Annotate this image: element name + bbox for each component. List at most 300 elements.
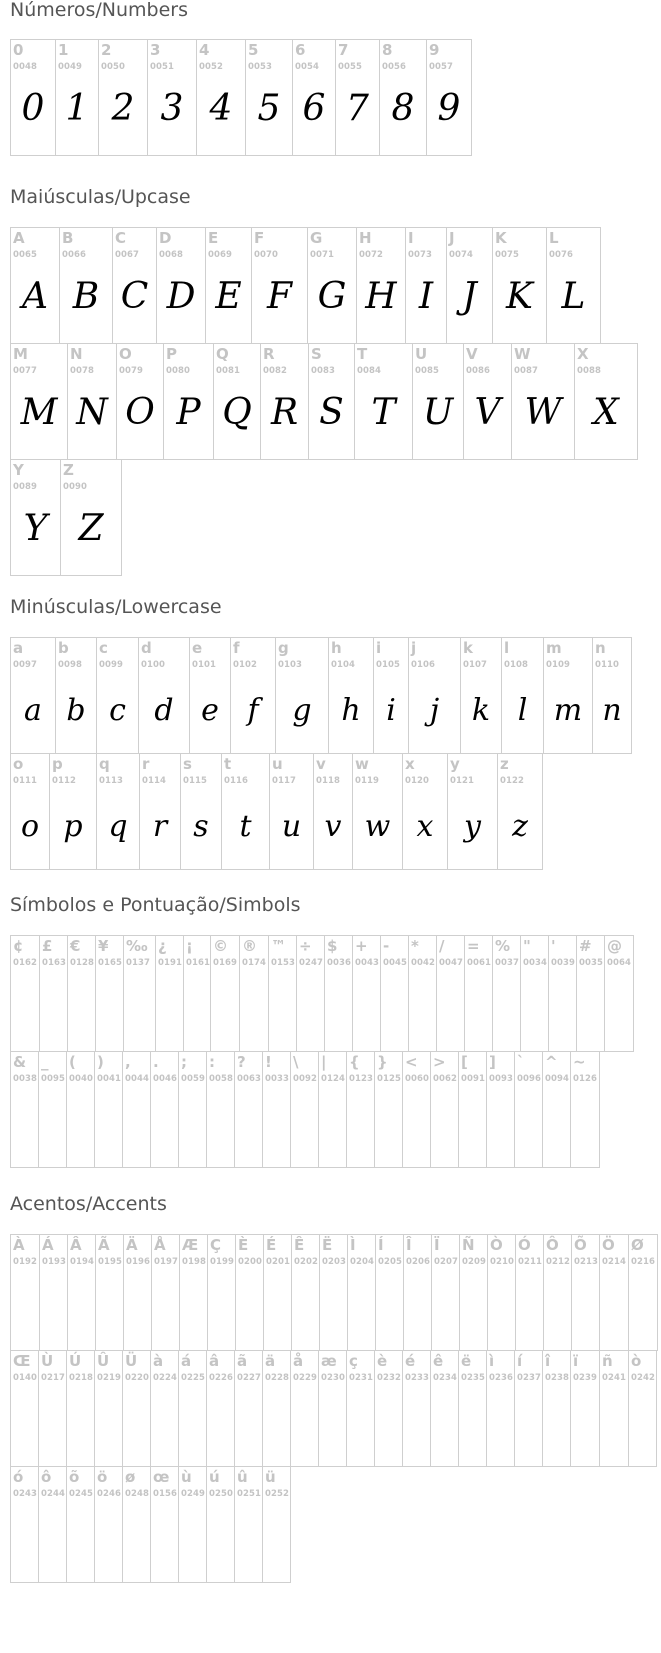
glyph-char-label: H (359, 229, 372, 247)
glyph-cell (234, 1466, 263, 1583)
glyph-char-label: J (449, 229, 455, 247)
glyph-code-label: 0057 (429, 62, 454, 72)
glyph-code-label: 0066 (62, 250, 87, 260)
glyph-char-label: - (383, 937, 390, 955)
glyph-preview: o (20, 809, 40, 844)
glyph-code-label: 0072 (359, 250, 384, 260)
glyph-char-label: R (263, 345, 275, 363)
glyph-cell (39, 1234, 68, 1351)
glyph-preview: s (193, 809, 209, 844)
glyph-cell (431, 1234, 460, 1351)
glyph-code-label: 0087 (514, 366, 539, 376)
glyph-code-label: 0078 (70, 366, 95, 376)
lowercase-grid (10, 637, 638, 869)
glyph-char-label: r (142, 755, 150, 773)
glyph-code-label: 0198 (182, 1257, 207, 1267)
glyph-code-label: 0163 (42, 958, 67, 968)
glyph-char-label: î (545, 1352, 551, 1370)
glyph-preview: N (76, 392, 108, 433)
glyph-char-label: " (523, 937, 531, 955)
glyph-char-label: Ë (322, 1236, 333, 1254)
glyph-preview: y (464, 809, 481, 844)
upcase-grid (10, 227, 652, 575)
glyph-code-label: 0055 (338, 62, 363, 72)
glyph-cell (546, 227, 601, 344)
glyph-char-label: õ (69, 1468, 80, 1486)
glyph-code-label: 0227 (237, 1373, 262, 1383)
glyph-code-label: 0118 (316, 776, 341, 786)
glyph-cell (96, 637, 139, 754)
glyph-cell (10, 343, 68, 460)
glyph-char-label: Ø (631, 1236, 644, 1254)
glyph-code-label: 0123 (349, 1074, 374, 1084)
glyph-cell (196, 39, 246, 156)
glyph-code-label: 0043 (355, 958, 380, 968)
glyph-code-label: 0217 (41, 1373, 66, 1383)
glyph-cell (49, 753, 97, 870)
glyph-char-label: è (377, 1352, 388, 1370)
glyph-char-label: ò (631, 1352, 642, 1370)
glyph-code-label: 0084 (357, 366, 382, 376)
glyph-cell (123, 935, 156, 1052)
glyph-code-label: 0080 (166, 366, 191, 376)
glyph-cell (430, 1051, 459, 1168)
glyph-code-label: 0036 (327, 958, 352, 968)
glyph-cell (402, 753, 448, 870)
glyph-cell (262, 1051, 291, 1168)
glyph-cell (375, 1234, 404, 1351)
glyph-char-label: a (13, 639, 24, 657)
glyph-cell (599, 1350, 629, 1467)
glyph-code-label: 0095 (41, 1074, 66, 1084)
glyph-code-label: 0209 (462, 1257, 487, 1267)
glyph-code-label: 0086 (466, 366, 491, 376)
glyph-cell (95, 1234, 124, 1351)
glyph-preview: X (593, 392, 619, 433)
glyph-cell (189, 637, 231, 754)
glyph-preview: U (422, 392, 454, 433)
glyph-code-label: 0119 (355, 776, 380, 786)
glyph-char-label: é (405, 1352, 416, 1370)
glyph-cell (122, 1051, 151, 1168)
glyph-char-label: x (405, 755, 415, 773)
glyph-char-label: 8 (382, 41, 393, 59)
glyph-cell (122, 1466, 151, 1583)
glyph-code-label: 0045 (383, 958, 408, 968)
glyph-char-label: Ò (490, 1236, 503, 1254)
glyph-char-label: U (415, 345, 428, 363)
glyph-code-label: 0200 (238, 1257, 263, 1267)
glyph-cell (380, 935, 409, 1052)
glyph-code-label: 0083 (311, 366, 336, 376)
glyph-code-label: 0206 (406, 1257, 431, 1267)
glyph-char-label: ÷ (299, 937, 312, 955)
glyph-preview: H (365, 276, 397, 317)
glyph-char-label: û (237, 1468, 248, 1486)
glyph-char-label: À (13, 1236, 25, 1254)
glyph-char-label: i (376, 639, 382, 657)
glyph-cell (515, 1234, 544, 1351)
glyph-char-label: ' (551, 937, 556, 955)
glyph-char-label: Ä (126, 1236, 138, 1254)
section-title-numbers: Números/Numbers (10, 0, 188, 21)
glyph-char-label: ó (13, 1468, 24, 1486)
glyph-cell (96, 753, 140, 870)
glyph-code-label: 0071 (310, 250, 335, 260)
glyph-code-label: 0051 (150, 62, 175, 72)
glyph-char-label: ö (97, 1468, 108, 1486)
glyph-char-label: ü (265, 1468, 276, 1486)
glyph-cell (430, 1350, 459, 1467)
glyph-preview: G (317, 276, 347, 317)
glyph-cell (328, 637, 374, 754)
glyph-code-label: 0033 (265, 1074, 290, 1084)
glyph-preview: M (20, 392, 58, 433)
glyph-preview: A (22, 276, 48, 317)
glyph-cell (347, 1234, 376, 1351)
glyph-cell (292, 39, 336, 156)
glyph-char-label: G (310, 229, 323, 247)
glyph-preview: 3 (160, 88, 184, 129)
glyph-char-label: ™ (271, 937, 286, 955)
glyph-preview: d (154, 693, 174, 728)
glyph-cell (206, 1350, 235, 1467)
glyph-char-label: à (153, 1352, 164, 1370)
glyph-preview: a (24, 693, 42, 728)
glyph-preview: c (109, 693, 126, 728)
glyph-preview: i (386, 693, 396, 728)
glyph-char-label: Ê (294, 1236, 305, 1254)
glyph-char-label: Q (216, 345, 229, 363)
glyph-code-label: 0194 (70, 1257, 95, 1267)
glyph-code-label: 0234 (433, 1373, 458, 1383)
glyph-code-label: 0056 (382, 62, 407, 72)
glyph-code-label: 0058 (209, 1074, 234, 1084)
glyph-code-label: 0251 (237, 1489, 262, 1499)
glyph-char-label: Ï (434, 1236, 440, 1254)
glyph-preview: B (72, 276, 100, 317)
glyph-char-label: * (411, 937, 419, 955)
glyph-char-label: , (125, 1053, 131, 1071)
glyph-cell (55, 637, 97, 754)
glyph-code-label: 0094 (545, 1074, 570, 1084)
glyph-code-label: 0120 (405, 776, 430, 786)
glyph-char-label: S (311, 345, 322, 363)
glyph-char-label: T (357, 345, 368, 363)
glyph-char-label: m (546, 639, 562, 657)
glyph-code-label: 0192 (13, 1257, 38, 1267)
glyph-char-label: _ (41, 1053, 49, 1071)
glyph-cell (458, 1051, 487, 1168)
section-title-symbols: Símbolos e Pontuação/Simbols (10, 894, 301, 916)
glyph-cell (183, 935, 211, 1052)
glyph-code-label: 0092 (293, 1074, 318, 1084)
glyph-code-label: 0249 (181, 1489, 206, 1499)
glyph-char-label: ` (517, 1053, 525, 1071)
glyph-cell (260, 343, 309, 460)
glyph-code-label: 0244 (41, 1489, 66, 1499)
glyph-cell (402, 1350, 431, 1467)
glyph-cell (10, 459, 61, 576)
glyph-char-label: â (209, 1352, 220, 1370)
glyph-char-label: ì (489, 1352, 495, 1370)
glyph-char-label: = (467, 937, 480, 955)
glyph-cell (150, 1350, 179, 1467)
glyph-cell (492, 935, 521, 1052)
glyph-cell (408, 935, 437, 1052)
glyph-char-label: N (70, 345, 83, 363)
glyph-char-label: M (13, 345, 28, 363)
glyph-code-label: 0212 (546, 1257, 571, 1267)
glyph-char-label: Z (63, 461, 74, 479)
glyph-cell (599, 1234, 629, 1351)
glyph-code-label: 0247 (299, 958, 324, 968)
glyph-code-label: 0113 (99, 776, 124, 786)
glyph-cell (147, 39, 197, 156)
glyph-code-label: 0216 (631, 1257, 656, 1267)
glyph-char-label: y (450, 755, 460, 773)
glyph-cell (269, 753, 314, 870)
glyph-char-label: / (439, 937, 445, 955)
glyph-char-label: 6 (295, 41, 306, 59)
glyph-code-label: 0226 (209, 1373, 234, 1383)
glyph-char-label: ä (265, 1352, 276, 1370)
glyph-char-label: á (181, 1352, 192, 1370)
glyph-cell (543, 1234, 572, 1351)
glyph-char-label: [ (461, 1053, 468, 1071)
glyph-preview: z (512, 809, 528, 844)
glyph-preview: L (561, 276, 586, 317)
glyph-cell (138, 637, 190, 754)
glyph-cell (10, 39, 56, 156)
glyph-cell (207, 1234, 236, 1351)
glyph-code-label: 0041 (97, 1074, 122, 1084)
glyph-code-label: 0156 (153, 1489, 178, 1499)
glyph-cell (318, 1350, 347, 1467)
glyph-cell (446, 227, 493, 344)
glyph-code-label: 0242 (631, 1373, 656, 1383)
symbols-grid (10, 935, 658, 1167)
glyph-cell (66, 1051, 95, 1168)
glyph-char-label: e (192, 639, 203, 657)
glyph-cell (234, 1350, 263, 1467)
glyph-cell (39, 935, 68, 1052)
glyph-char-label: Ü (125, 1352, 138, 1370)
glyph-char-label: 0 (13, 41, 24, 59)
glyph-preview: j (429, 693, 440, 728)
glyph-char-label: . (153, 1053, 159, 1071)
glyph-cell (571, 1234, 600, 1351)
glyph-cell (373, 637, 409, 754)
glyph-cell (574, 343, 638, 460)
glyph-cell (163, 343, 214, 460)
glyph-preview: r (152, 809, 168, 844)
glyph-char-label: # (579, 937, 592, 955)
glyph-code-label: 0229 (293, 1373, 318, 1383)
glyph-char-label: Y (13, 461, 24, 479)
glyph-code-label: 0085 (415, 366, 440, 376)
glyph-char-label: + (355, 937, 368, 955)
glyph-code-label: 0204 (350, 1257, 375, 1267)
glyph-cell (501, 637, 544, 754)
glyph-char-label: ? (237, 1053, 246, 1071)
glyph-code-label: 0097 (13, 660, 38, 670)
glyph-code-label: 0093 (489, 1074, 514, 1084)
glyph-code-label: 0205 (378, 1257, 403, 1267)
glyph-code-label: 0218 (69, 1373, 94, 1383)
glyph-char-label: ¡ (186, 937, 193, 955)
glyph-code-label: 0064 (607, 958, 632, 968)
glyph-char-label: h (331, 639, 342, 657)
glyph-code-label: 0069 (208, 250, 233, 260)
glyph-cell (570, 1350, 600, 1467)
glyph-char-label: W (514, 345, 531, 363)
glyph-code-label: 0074 (449, 250, 474, 260)
glyph-cell (179, 1234, 208, 1351)
glyph-cell (487, 1234, 516, 1351)
glyph-code-label: 0110 (595, 660, 620, 670)
glyph-code-label: 0124 (321, 1074, 346, 1084)
glyph-char-label: æ (321, 1352, 337, 1370)
glyph-cell (592, 637, 632, 754)
glyph-code-label: 0202 (294, 1257, 319, 1267)
glyph-preview: 9 (437, 88, 461, 129)
glyph-preview: f (247, 693, 259, 728)
glyph-cell (245, 39, 293, 156)
glyph-cell (313, 753, 353, 870)
glyph-cell (251, 227, 308, 344)
glyph-preview: V (474, 392, 501, 433)
glyph-char-label: ù (181, 1468, 192, 1486)
glyph-code-label: 0070 (254, 250, 279, 260)
glyph-preview: P (176, 392, 201, 433)
glyph-cell (335, 39, 380, 156)
glyph-char-label: ) (97, 1053, 104, 1071)
glyph-char-label: ê (433, 1352, 444, 1370)
glyph-code-label: 0076 (549, 250, 574, 260)
glyph-code-label: 0162 (13, 958, 38, 968)
glyph-char-label: l (504, 639, 510, 657)
glyph-cell (10, 753, 50, 870)
glyph-code-label: 0067 (115, 250, 140, 260)
glyph-char-label: P (166, 345, 177, 363)
glyph-cell (291, 1234, 320, 1351)
glyph-cell (94, 1350, 123, 1467)
glyph-code-label: 0068 (159, 250, 184, 260)
glyph-code-label: 0252 (265, 1489, 290, 1499)
glyph-char-label: : (209, 1053, 215, 1071)
glyph-char-label: ã (237, 1352, 248, 1370)
glyph-code-label: 0213 (574, 1257, 599, 1267)
glyph-cell (464, 935, 493, 1052)
glyph-char-label: & (13, 1053, 27, 1071)
glyph-cell (156, 227, 206, 344)
glyph-char-label: \ (293, 1053, 299, 1071)
glyph-cell (10, 637, 56, 754)
glyph-char-label: c (99, 639, 108, 657)
glyph-cell (178, 1466, 207, 1583)
glyph-char-label: f (233, 639, 240, 657)
glyph-cell (374, 1350, 403, 1467)
glyph-code-label: 0235 (461, 1373, 486, 1383)
glyph-code-label: 0169 (213, 958, 238, 968)
glyph-char-label: Ì (350, 1236, 356, 1254)
glyph-cell (352, 935, 381, 1052)
glyph-cell (436, 935, 465, 1052)
glyph-cell (458, 1350, 487, 1467)
glyph-char-label: < (405, 1053, 418, 1071)
glyph-cell (67, 343, 117, 460)
glyph-cell (155, 935, 184, 1052)
glyph-cell (10, 1051, 39, 1168)
glyph-char-label: O (119, 345, 132, 363)
glyph-char-label: I (408, 229, 414, 247)
glyph-cell (290, 1350, 319, 1467)
glyph-preview: 8 (391, 88, 415, 129)
glyph-cell (548, 935, 577, 1052)
glyph-cell (10, 1234, 40, 1351)
section-title-accents: Acentos/Accents (10, 1193, 167, 1215)
glyph-cell (59, 227, 113, 344)
glyph-char-label: ‰ (126, 937, 148, 955)
glyph-char-label: ¢ (13, 937, 24, 955)
glyph-cell (463, 343, 512, 460)
glyph-char-label: Œ (13, 1352, 31, 1370)
glyph-preview: v (324, 809, 342, 844)
glyph-code-label: 0063 (237, 1074, 262, 1084)
glyph-preview: S (319, 392, 344, 433)
glyph-code-label: 0112 (52, 776, 77, 786)
glyph-code-label: 0044 (125, 1074, 150, 1084)
glyph-char-label: Ñ (462, 1236, 475, 1254)
glyph-code-label: 0062 (433, 1074, 458, 1084)
glyph-char-label: v (316, 755, 326, 773)
glyph-cell (492, 227, 547, 344)
glyph-code-label: 0239 (573, 1373, 598, 1383)
glyph-preview: R (270, 392, 299, 433)
glyph-cell (262, 1466, 291, 1583)
glyph-cell (543, 637, 593, 754)
glyph-char-label: ] (489, 1053, 496, 1071)
glyph-code-label: 0233 (405, 1373, 430, 1383)
glyph-char-label: Ù (41, 1352, 54, 1370)
glyph-cell (308, 343, 355, 460)
glyph-char-label: Ç (210, 1236, 222, 1254)
glyph-char-label: q (99, 755, 110, 773)
glyph-cell (116, 343, 164, 460)
accents-grid (10, 1234, 658, 1582)
glyph-preview: g (292, 693, 312, 728)
glyph-preview: 2 (111, 88, 135, 129)
glyph-code-label: 0101 (192, 660, 217, 670)
glyph-char-label: n (595, 639, 606, 657)
glyph-cell (98, 39, 148, 156)
glyph-cell (95, 935, 124, 1052)
glyph-char-label: Ú (69, 1352, 82, 1370)
glyph-char-label: } (377, 1053, 388, 1071)
glyph-code-label: 0126 (573, 1074, 598, 1084)
glyph-code-label: 0250 (209, 1489, 234, 1499)
glyph-cell (206, 1051, 235, 1168)
glyph-code-label: 0211 (518, 1257, 543, 1267)
glyph-char-label: L (549, 229, 559, 247)
glyph-code-label: 0111 (13, 776, 38, 786)
glyph-cell (10, 1350, 39, 1467)
glyph-code-label: 0203 (322, 1257, 347, 1267)
glyph-cell (178, 1350, 207, 1467)
glyph-code-label: 0037 (495, 958, 520, 968)
glyph-cell (405, 227, 447, 344)
